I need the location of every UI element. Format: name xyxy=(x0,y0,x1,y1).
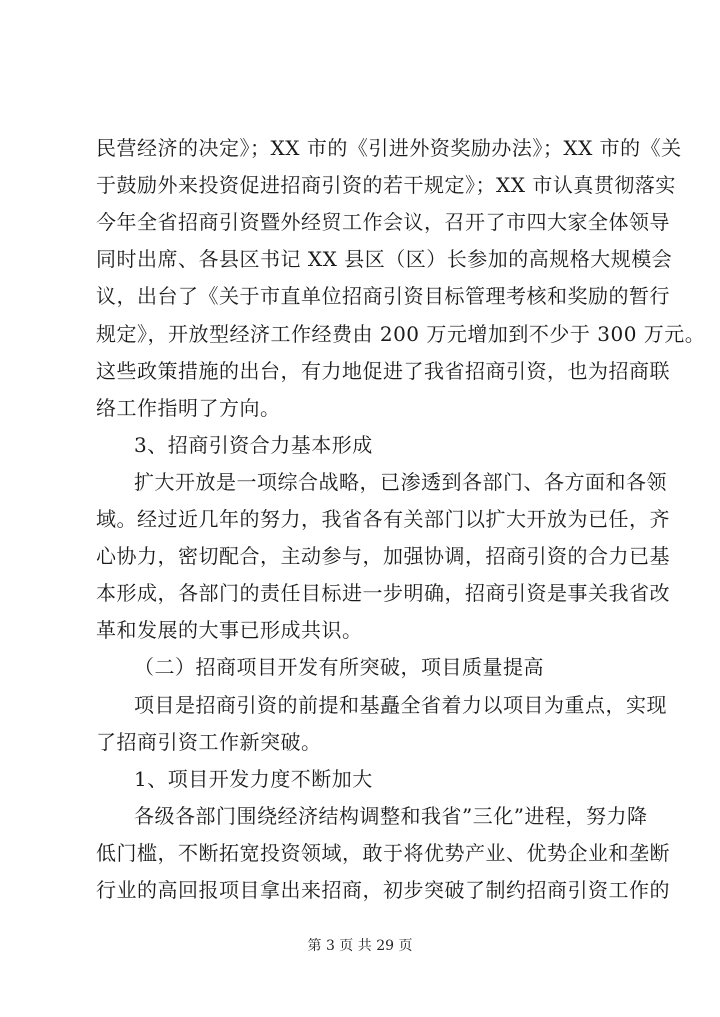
body-text-line: 同时出席、各县区书记 XX 县区（区）长参加的高规格大规模会 xyxy=(96,247,673,272)
section-heading: （二）招商项目开发有所突破，项目质量提高 xyxy=(134,655,544,680)
body-text-line: 低门槛，不断拓宽投资领域，敢于将优势产业、优势企业和垄断 xyxy=(96,840,670,865)
body-text-line: 今年全省招商引资暨外经贸工作会议，召开了市四大家全体领导 xyxy=(96,210,670,235)
body-text-line: 议，出台了《关于市直单位招商引资目标管理考核和奖励的暂行 xyxy=(96,284,670,309)
body-text-line: 本形成，各部门的责任目标进一步明确，招商引资是事关我省改 xyxy=(96,581,670,606)
body-text-line: 这些政策措施的出台，有力地促进了我省招商引资，也为招商联 xyxy=(96,358,670,383)
body-text-line: 各级各部门围绕经济结构调整和我省”三化”进程，努力降 xyxy=(134,803,648,828)
section-heading: 1、项目开发力度不断加大 xyxy=(134,766,373,791)
body-text-line: 络工作指明了方向。 xyxy=(96,395,281,420)
body-text-line: 行业的高回报项目拿出来招商，初步突破了制约招商引资工作的 xyxy=(96,878,670,902)
body-text-line: 了招商引资工作新突破。 xyxy=(96,729,322,754)
body-text-line: 革和发展的大事已形成共识。 xyxy=(96,618,363,643)
body-text-line: 规定》，开放型经济工作经费由 200 万元增加到不少于 300 万元。 xyxy=(96,321,706,346)
body-text-line: 民营经济的决定》；XX 市的《引进外资奖励办法》；XX 市的《关 xyxy=(96,136,682,160)
body-text-line: 域。经过近几年的努力，我省各有关部门以扩大开放为已任，齐 xyxy=(96,507,670,531)
page-number-footer: 第 3 页 共 29 页 xyxy=(307,938,413,954)
body-text-line: 扩大开放是一项综合战略，已渗透到各部门、各方面和各领 xyxy=(134,469,667,494)
body-text-line: 于鼓励外来投资促进招商引资的若干规定》；XX 市认真贯彻落实 xyxy=(96,173,676,198)
section-heading: 3、招商引资合力基本形成 xyxy=(134,432,373,457)
body-text-line: 心协力，密切配合，主动参与，加强协调，招商引资的合力已基 xyxy=(96,544,670,569)
body-text-line: 项目是招商引资的前提和基矗全省着力以项目为重点，实现 xyxy=(134,692,667,717)
